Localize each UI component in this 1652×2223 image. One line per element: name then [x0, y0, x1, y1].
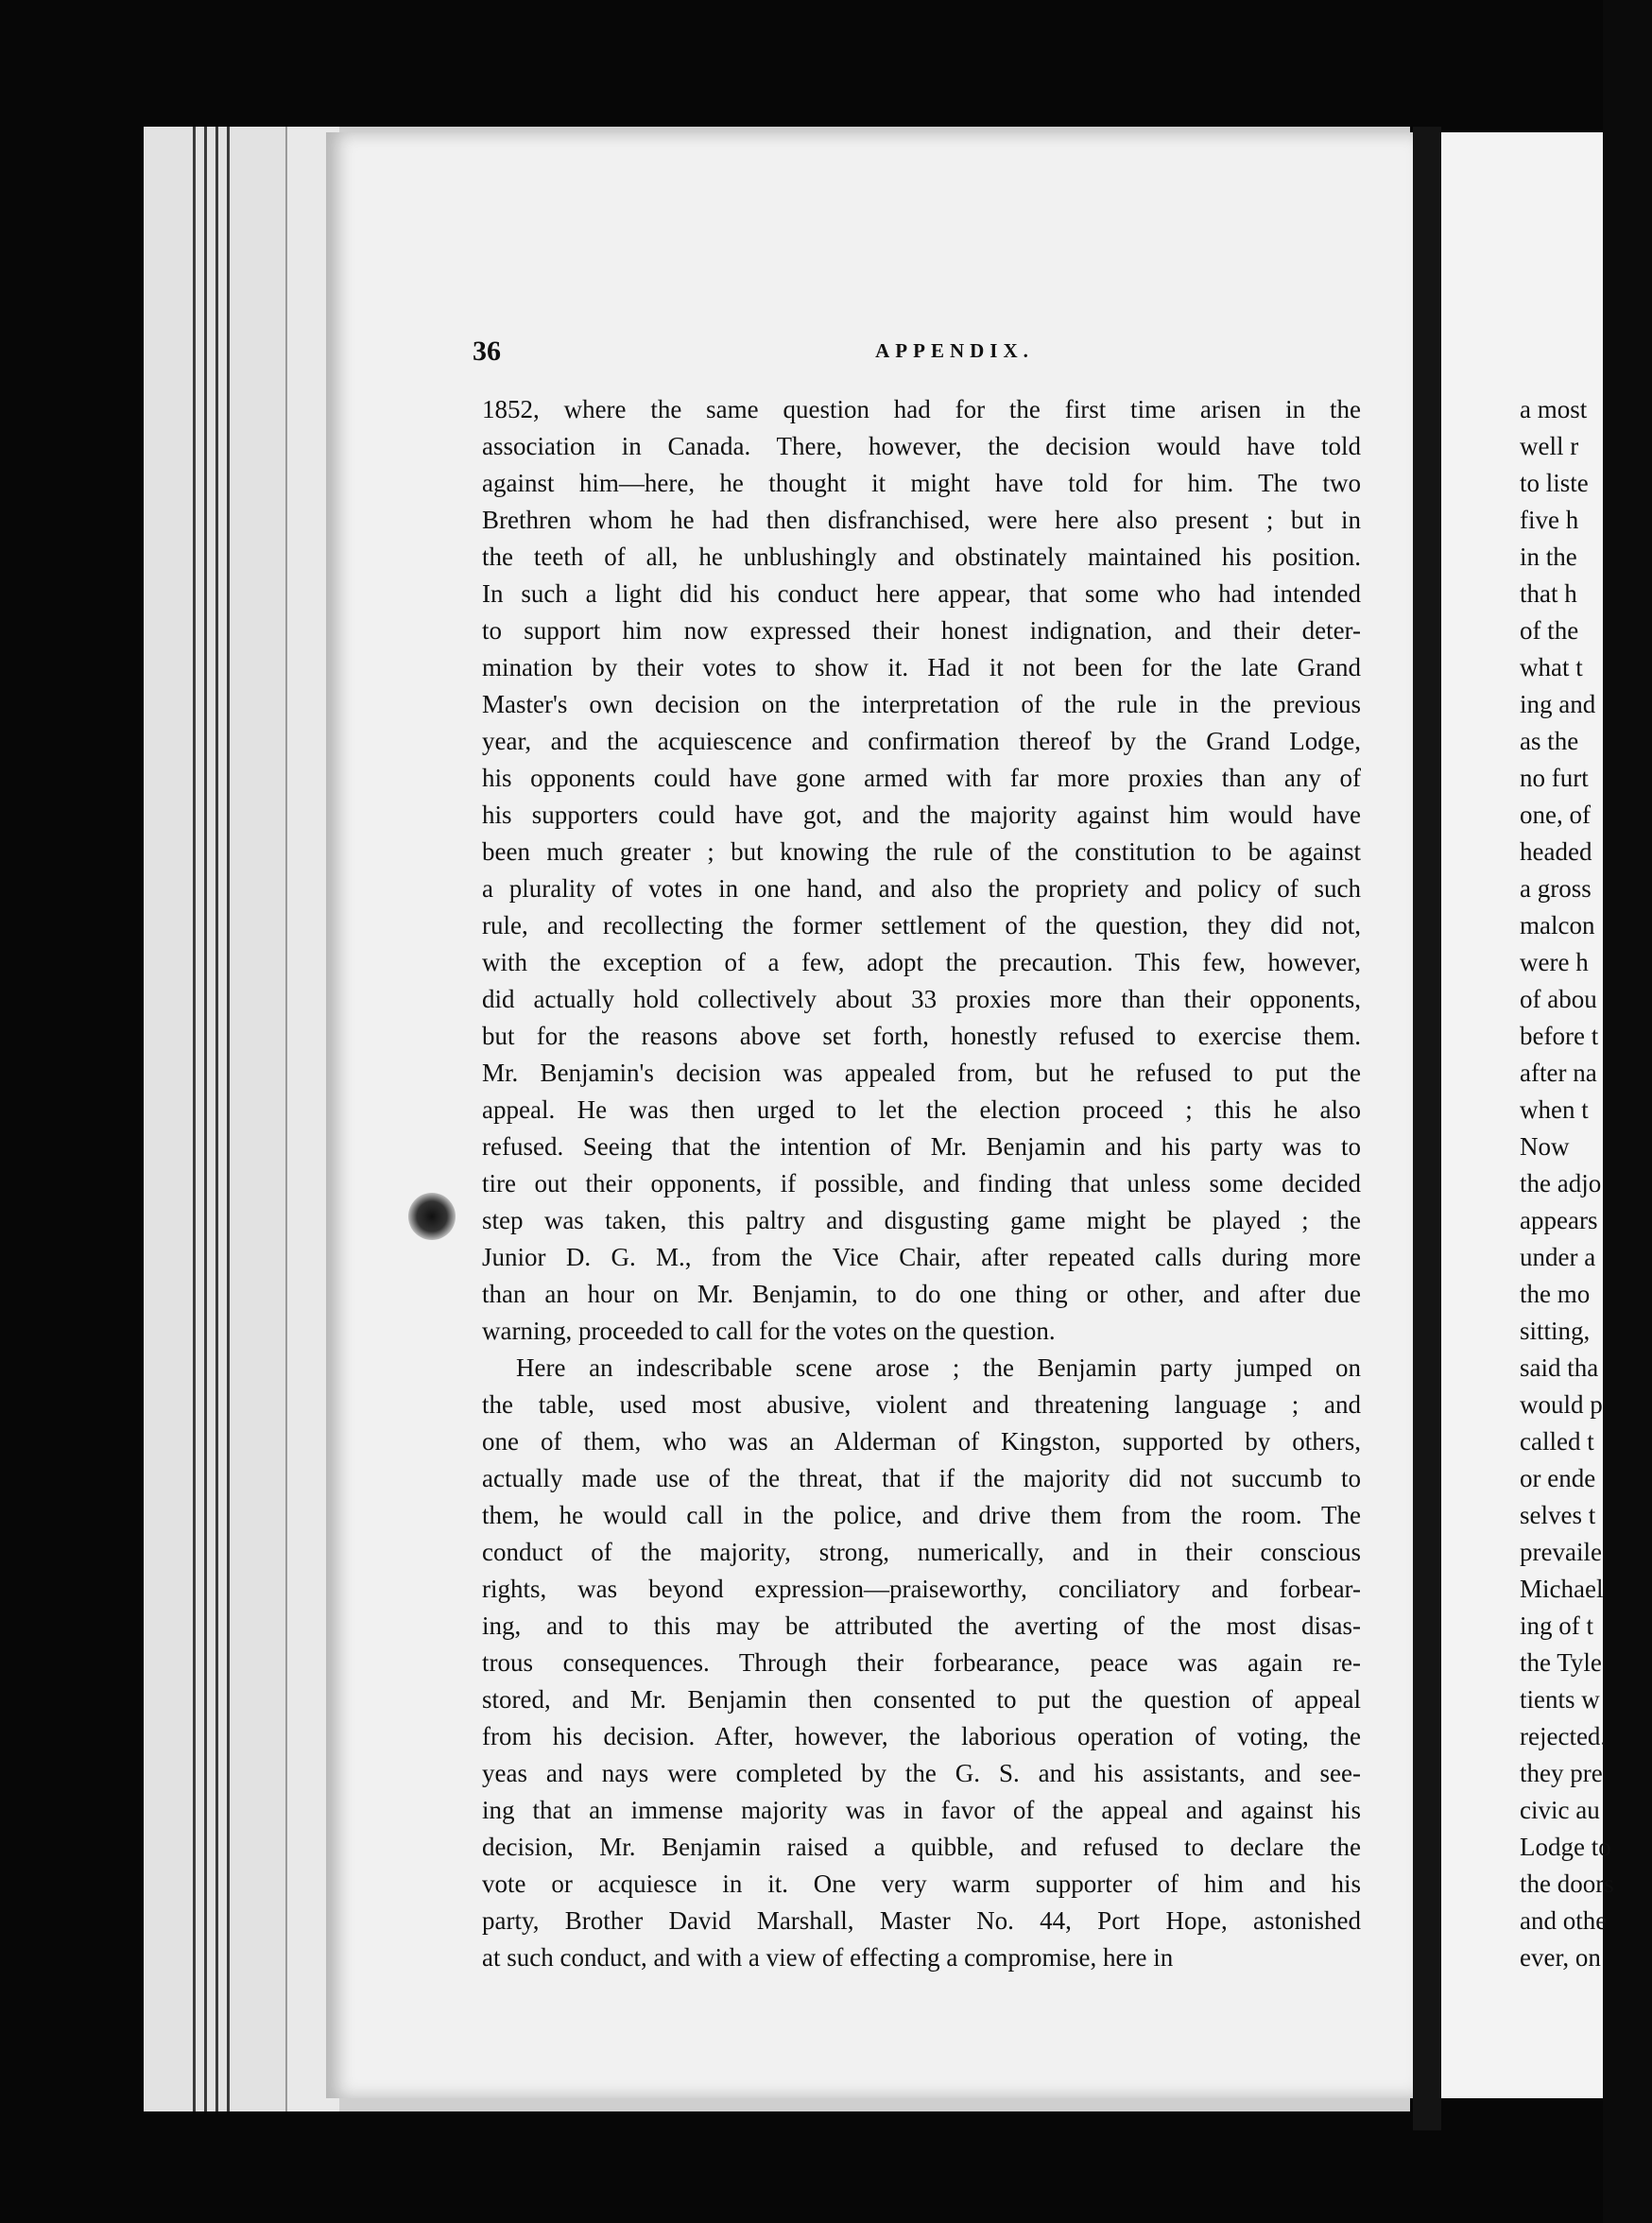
text-line: them, he would call in the police, and drive them from the room. The	[482, 1501, 1361, 1529]
facing-page-line: the doors	[1520, 1870, 1614, 1898]
running-head	[473, 336, 1380, 373]
facing-page-line: and othe	[1520, 1906, 1608, 1935]
text-line: the teeth of all, he unblushingly and obstinately maintained his position.	[482, 543, 1361, 571]
text-line: but for the reasons above set forth, honestly refused to exercise them.	[482, 1022, 1361, 1050]
text-line: at such conduct, and with a view of effecting a compromise, here in	[482, 1943, 1174, 1972]
text-line: been much greater ; but knowing the rule of the constitution to be against	[482, 837, 1361, 866]
text-line: vote or acquiesce in it. One very warm supporter of him and his	[482, 1870, 1361, 1898]
text-line: Brethren whom he had then disfranchised, were here also present ; but in	[482, 506, 1361, 534]
text-line: with the exception of a few, adopt the precaution. This few, however,	[482, 948, 1361, 976]
text-line: decision, Mr. Benjamin raised a quibble, and refused to declare the	[482, 1833, 1361, 1861]
facing-page-line: Lodge to	[1520, 1833, 1611, 1861]
text-line: a plurality of votes in one hand, and also the propriety and policy of such	[482, 874, 1361, 903]
facing-page-line: Michael	[1520, 1575, 1604, 1603]
text-line: Mr. Benjamin's decision was appealed from, but he refused to put the	[482, 1059, 1361, 1087]
text-line: rights, was beyond expression—praiseworthy, conciliatory and forbear-	[482, 1575, 1361, 1603]
facing-page-text	[1520, 391, 1652, 1976]
facing-page-line: civic au	[1520, 1796, 1600, 1824]
text-line: warning, proceeded to call for the votes on the question.	[482, 1317, 1056, 1345]
facing-page-line: headed	[1520, 837, 1592, 866]
facing-page-line: ever, on	[1520, 1943, 1601, 1972]
text-line: trous consequences. Through their forbearance, peace was again re-	[482, 1648, 1361, 1677]
text-line: Here an indescribable scene arose ; the Benjamin party jumped on	[516, 1353, 1361, 1382]
facing-page-line: the adjo	[1520, 1169, 1602, 1198]
text-line: step was taken, this paltry and disgusting game might be played ; the	[482, 1206, 1361, 1234]
text-line: from his decision. After, however, the laborious operation of voting, the	[482, 1722, 1361, 1750]
facing-page-line: a gross	[1520, 874, 1592, 903]
text-line: association in Canada. There, however, the decision would have told	[482, 432, 1361, 460]
text-line: appeal. He was then urged to let the election proceed ; this he also	[482, 1095, 1361, 1124]
facing-page-line: of the	[1520, 616, 1579, 645]
facing-page-line: sitting,	[1520, 1317, 1591, 1345]
facing-page-line: as the	[1520, 727, 1579, 755]
facing-page-line: one, of	[1520, 801, 1591, 829]
facing-page-line: the mo	[1520, 1280, 1591, 1308]
text-line: yeas and nays were completed by the G. S. and his assistants, and see-	[482, 1759, 1361, 1787]
text-line: Junior D. G. M., from the Vice Chair, after repeated calls during more	[482, 1243, 1361, 1271]
facing-page-line: malcon	[1520, 911, 1595, 939]
facing-page-line: what t	[1520, 653, 1583, 681]
paragraph	[482, 1350, 1361, 1976]
text-line: his supporters could have got, and the majority against him would have	[482, 801, 1361, 829]
text-line: rule, and recollecting the former settlement of the question, they did not,	[482, 911, 1361, 939]
facing-page-line: to liste	[1520, 469, 1589, 497]
text-line: In such a light did his conduct here appear, that some who had intended	[482, 579, 1361, 608]
facing-page-line: in the	[1520, 543, 1577, 571]
text-line: 1852, where the same question had for the first time arisen in the	[482, 395, 1361, 423]
page-header-title: APPENDIX.	[875, 339, 1034, 362]
text-line: Master's own decision on the interpretation of the rule in the previous	[482, 690, 1361, 718]
text-line: party, Brother David Marshall, Master No. 44, Port Hope, astonished	[482, 1906, 1361, 1935]
book-gutter	[1413, 127, 1441, 2130]
facing-page-line: or ende	[1520, 1464, 1596, 1492]
facing-page-line: five h	[1520, 506, 1579, 534]
facing-page-line: Now	[1520, 1132, 1570, 1161]
ink-blot	[408, 1193, 456, 1240]
facing-page-line: rejected.	[1520, 1722, 1608, 1750]
facing-page-line: appears	[1520, 1206, 1598, 1234]
facing-page-line: of abou	[1520, 985, 1597, 1013]
text-line: against him—here, he thought it might have told for him. The two	[482, 469, 1361, 497]
facing-page-line: ing and	[1520, 690, 1596, 718]
text-line: ing, and to this may be attributed the averting of the most disas-	[482, 1611, 1361, 1640]
facing-page-line: when t	[1520, 1095, 1589, 1124]
text-line: ing that an immense majority was in favor of the appeal and against his	[482, 1796, 1361, 1824]
facing-page-line: selves t	[1520, 1501, 1596, 1529]
page-number: 36	[473, 336, 501, 367]
facing-page-line: prevaile	[1520, 1538, 1602, 1566]
facing-page-line: after na	[1520, 1059, 1597, 1087]
text-line: to support him now expressed their honest indignation, and their deter-	[482, 616, 1361, 645]
left-page-stack	[144, 127, 287, 2111]
facing-page-line: no furt	[1520, 764, 1589, 792]
text-line: refused. Seeing that the intention of Mr. Benjamin and his party was to	[482, 1132, 1361, 1161]
facing-page-line: were h	[1520, 948, 1589, 976]
text-line: one of them, who was an Alderman of Kingston, supported by others,	[482, 1427, 1361, 1456]
facing-page-line: well r	[1520, 432, 1579, 460]
paragraph	[482, 391, 1361, 1350]
facing-page-line: that h	[1520, 579, 1577, 608]
text-line: stored, and Mr. Benjamin then consented to put the question of appeal	[482, 1685, 1361, 1714]
text-line: mination by their votes to show it. Had it not been for the late Grand	[482, 653, 1361, 681]
text-line: his opponents could have gone armed with far more proxies than any of	[482, 764, 1361, 792]
facing-page-line: a most	[1520, 395, 1588, 423]
body-text	[482, 391, 1361, 1976]
facing-page-line: called t	[1520, 1427, 1594, 1456]
text-line: than an hour on Mr. Benjamin, to do one thing or other, and after due	[482, 1280, 1361, 1308]
text-line: did actually hold collectively about 33 proxies more than their opponents,	[482, 985, 1361, 1013]
facing-page-line: said tha	[1520, 1353, 1599, 1382]
facing-page-line: ing of t	[1520, 1611, 1593, 1640]
facing-page-line: before t	[1520, 1022, 1599, 1050]
facing-page-line: tients w	[1520, 1685, 1600, 1714]
text-line: tire out their opponents, if possible, and finding that unless some decided	[482, 1169, 1361, 1198]
text-line: year, and the acquiescence and confirmation thereof by the Grand Lodge,	[482, 727, 1361, 755]
text-line: the table, used most abusive, violent and threatening language ; and	[482, 1390, 1361, 1419]
facing-page-line: under a	[1520, 1243, 1596, 1271]
text-line: conduct of the majority, strong, numerically, and in their conscious	[482, 1538, 1361, 1566]
text-line: actually made use of the threat, that if the majority did not succumb to	[482, 1464, 1361, 1492]
facing-page-line: they pre	[1520, 1759, 1603, 1787]
facing-page-line: would p	[1520, 1390, 1603, 1419]
facing-page-line: the Tyle	[1520, 1648, 1602, 1677]
